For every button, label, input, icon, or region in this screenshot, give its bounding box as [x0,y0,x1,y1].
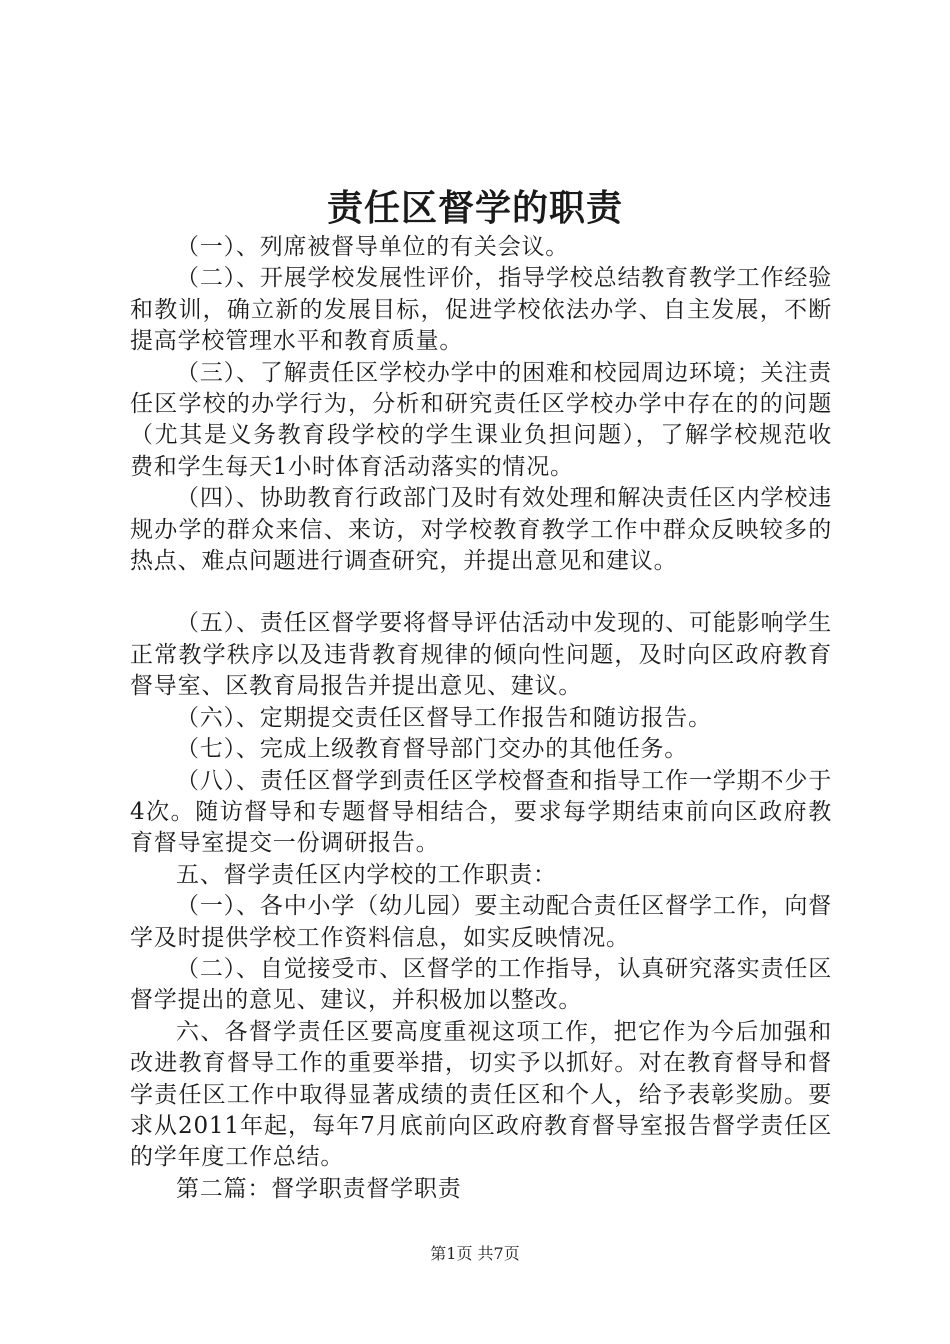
document-title: 责任区督学的职责 [326,187,623,229]
paragraph-visit-frequency: （八）、责任区督学到责任区学校督查和指导工作一学期不少于4次。随访督导和专题督导相结合，要求每学期结束前向区政府教育督导室提交一份调研报告。 [130,767,832,857]
paragraph-accept-guidance: （二）、自觉接受市、区督学的工作指导，认真研究落实责任区督学提出的意见、建议，并积极加以整改。 [130,955,832,1014]
paragraph-school-evaluation: （二）、开展学校发展性评价，指导学校总结教育教学工作经验和教训，确立新的发展目标，促进学校依法办学、自主发展，不断提高学校管理水平和教育质量。 [130,265,832,355]
paragraph-cooperate: （一）、各中小学（幼儿园）要主动配合责任区督学工作，向督学及时提供学校工作资料信息，如实反映情况。 [130,893,832,951]
paragraph-other-tasks: （七）、完成上级教育督导部门交办的其他任务。 [176,736,689,763]
paragraph-submit-reports: （六）、定期提交责任区督导工作报告和随访报告。 [176,704,712,731]
paragraph-attach-importance: 六、各督学责任区要高度重视这项工作，把它作为今后加强和改进教育督导工作的重要举措，切实予以抓好。对在教育督导和督学责任区工作中取得显著成绩的责任区和个人，给予表彰奖励。要求从2011年起，每年7月底前向区政府教育督导室报告督学责任区的学年度工作总结。 [130,1018,832,1171]
document-body [130,232,832,1205]
section-heading-school-duties: 五、督学责任区内学校的工作职责： [176,861,557,888]
paragraph-report-issues: （五）、责任区督学要将督导评估活动中发现的、可能影响学生正常教学秩序以及违背教育规律的倾向性问题，及时向区政府教育督导室、区教育局报告并提出意见、建议。 [130,610,832,700]
page-number-footer: 第1页 共7页 [430,1244,520,1263]
paragraph-understand-difficulties: （三）、了解责任区学校办学中的困难和校园周边环境；关注责任区学校的办学行为，分析和研究责任区学校办学中存在的的问题（尤其是义务教育段学校的学生课业负担问题），了解学校规范收费和学生每天1小时体育活动落实的情况。 [130,359,832,480]
paragraph-attend-meetings: （一）、列席被督导单位的有关会议。 [176,234,570,260]
section-heading-part-two: 第二篇：督学职责督学职责 [176,1175,462,1202]
paragraph-assist-administration: （四）、协助教育行政部门及时有效处理和解决责任区内学校违规办学的群众来信、来访，对学校教育教学工作中群众反映较多的热点、难点问题进行调查研究，并提出意见和建议。 [130,485,832,575]
